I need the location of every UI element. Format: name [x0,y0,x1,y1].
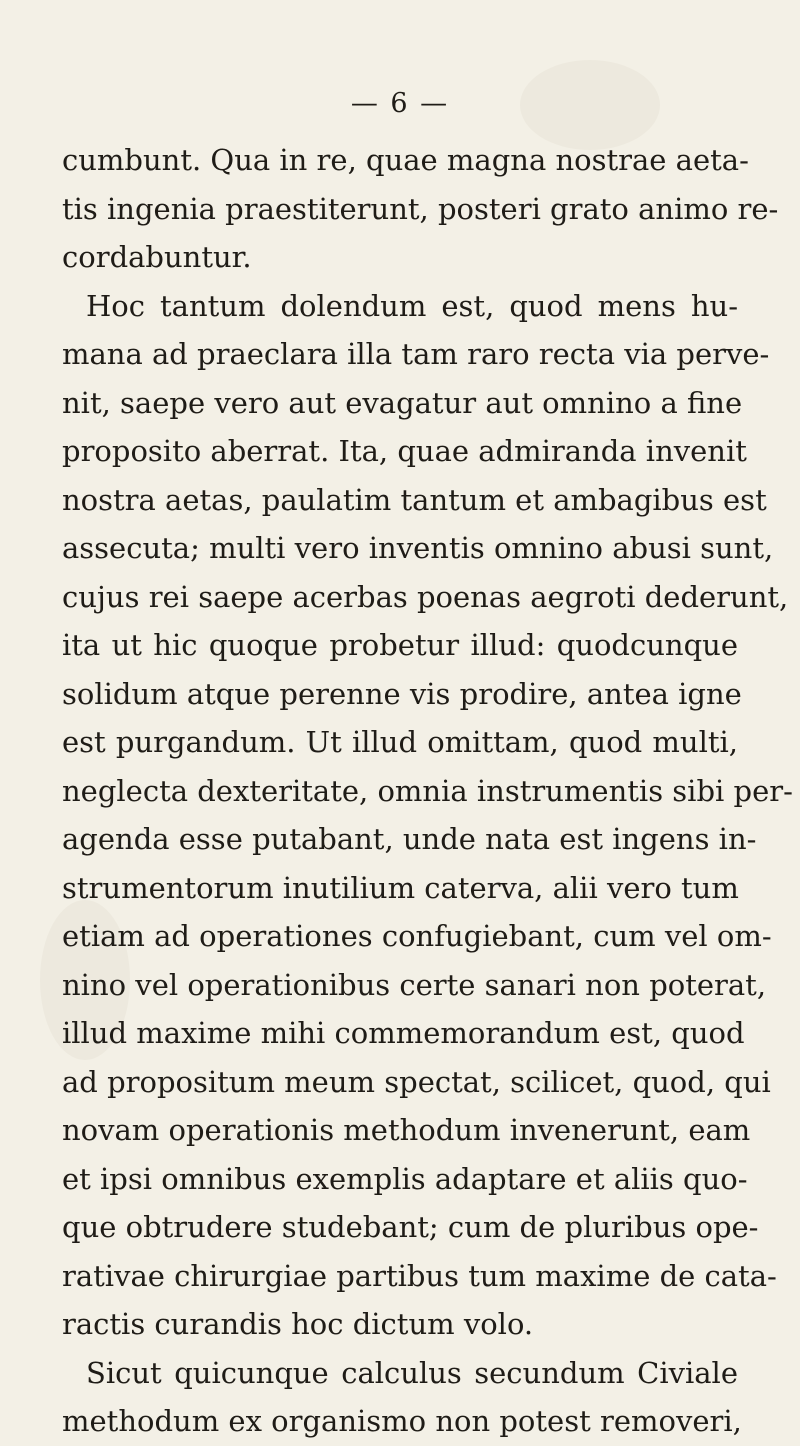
text-line: que obtrudere studebant; cum de pluribus ope- [62,1210,759,1244]
body-text [62,136,793,1446]
text-line: et ipsi omnibus exemplis adaptare et aliis quo- [62,1161,748,1196]
text-line: cujus rei saepe acerbas poenas aegroti dederunt, [62,579,789,614]
text-line: illud maxime mihi commemorandum est, quod [62,1016,745,1050]
text-line: neglecta dexteritate, omnia instrumentis sibi per- [62,773,793,808]
text-line: nostra aetas, paulatim tantum et ambagibus est [62,482,767,517]
text-line: etiam ad operationes confugiebant, cum vel om- [62,919,772,953]
text-line: Sicut quicunque calculus secundum Civiale [86,1355,738,1390]
text-line: nino vel operationibus certe sanari non poterat, [62,967,767,1002]
text-line: ita ut hic quoque probetur illud: quodcunque [62,628,738,662]
page-number-header: — 6 — [350,88,450,119]
text-line: agenda esse putabant, unde nata est ingens in- [62,822,757,856]
text-line: mana ad praeclara illa tam raro recta via perve- [62,337,770,371]
text-line: ractis curandis hoc dictum volo. [62,1307,534,1341]
text-line: methodum ex organismo non potest removeri, [62,1404,742,1438]
text-line: strumentorum inutilium caterva, alii vero tum [62,870,739,905]
text-line: rativae chirurgiae partibus tum maxime de cata- [62,1258,777,1293]
text-line: novam operationis methodum invenerunt, eam [62,1113,751,1147]
text-line: tis ingenia praestiterunt, posteri grato animo re- [62,191,779,226]
text-line: cordabuntur. [62,240,252,274]
text-line: nit, saepe vero aut evagatur aut omnino a fine [62,385,743,420]
text-line: assecuta; multi vero inventis omnino abusi sunt, [62,531,774,565]
text-line: cumbunt. Qua in re, quae magna nostrae aeta- [62,143,749,177]
text-line: proposito aberrat. Ita, quae admiranda invenit [62,434,747,468]
text-line: ad propositum meum spectat, scilicet, quod, qui [62,1064,771,1099]
text-line: Hoc tantum dolendum est, quod mens hu- [86,288,738,323]
text-line: solidum atque perenne vis prodire, antea igne [62,676,742,711]
text-line: est purgandum. Ut illud omittam, quod multi, [62,725,738,759]
